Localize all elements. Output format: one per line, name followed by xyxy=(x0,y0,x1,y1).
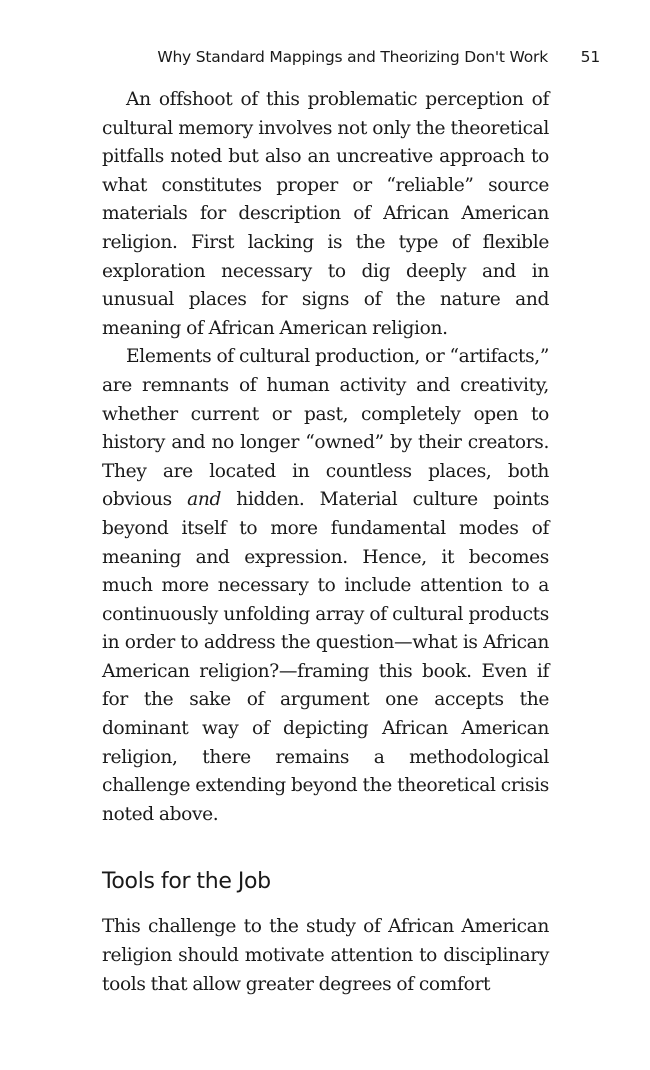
paragraph-2-emphasis: and xyxy=(187,489,221,511)
section-heading: Tools for the Job xyxy=(102,869,271,895)
section-paragraph: This challenge to the study of African American religion should motivate attention to disciplinary tools that allow greater degrees of comfort xyxy=(102,916,549,995)
paragraph-2-text-end: hidden. Material culture points beyond itself to more fundamental modes of meaning and expression. Hence, it becomes much more necessary to include attention to a continuously unfolding array of cultural products in order to address the question—what is African American religion?—framing this book. Even if for the sake of argument one accepts the dominant way of depicting African American religion, there remains a methodological challenge extending beyond the theoretical crisis noted above. xyxy=(102,489,550,825)
running-head-title: Why Standard Mappings and Theorizing Don't Work xyxy=(157,48,548,66)
paragraph-1: An offshoot of this problematic perception of cultural memory involves not only the theoretical pitfalls noted but also an uncreative approach to what constitutes proper or “reliable” source materials for description of African American religion. First lacking is the type of flexible exploration necessary to dig deeply and in unusual places for signs of the nature and meaning of African American religion. xyxy=(102,89,549,339)
body-text xyxy=(102,86,549,999)
page-number: 51 xyxy=(580,48,600,66)
paragraph-2-text-start: Elements of cultural production, or “artifacts,” are remnants of human activity and creativity, whether current or past, completely open to history and no longer “owned” by their creators. They are located in countless places, both obvious xyxy=(102,346,549,511)
paragraph-2 xyxy=(102,343,549,829)
